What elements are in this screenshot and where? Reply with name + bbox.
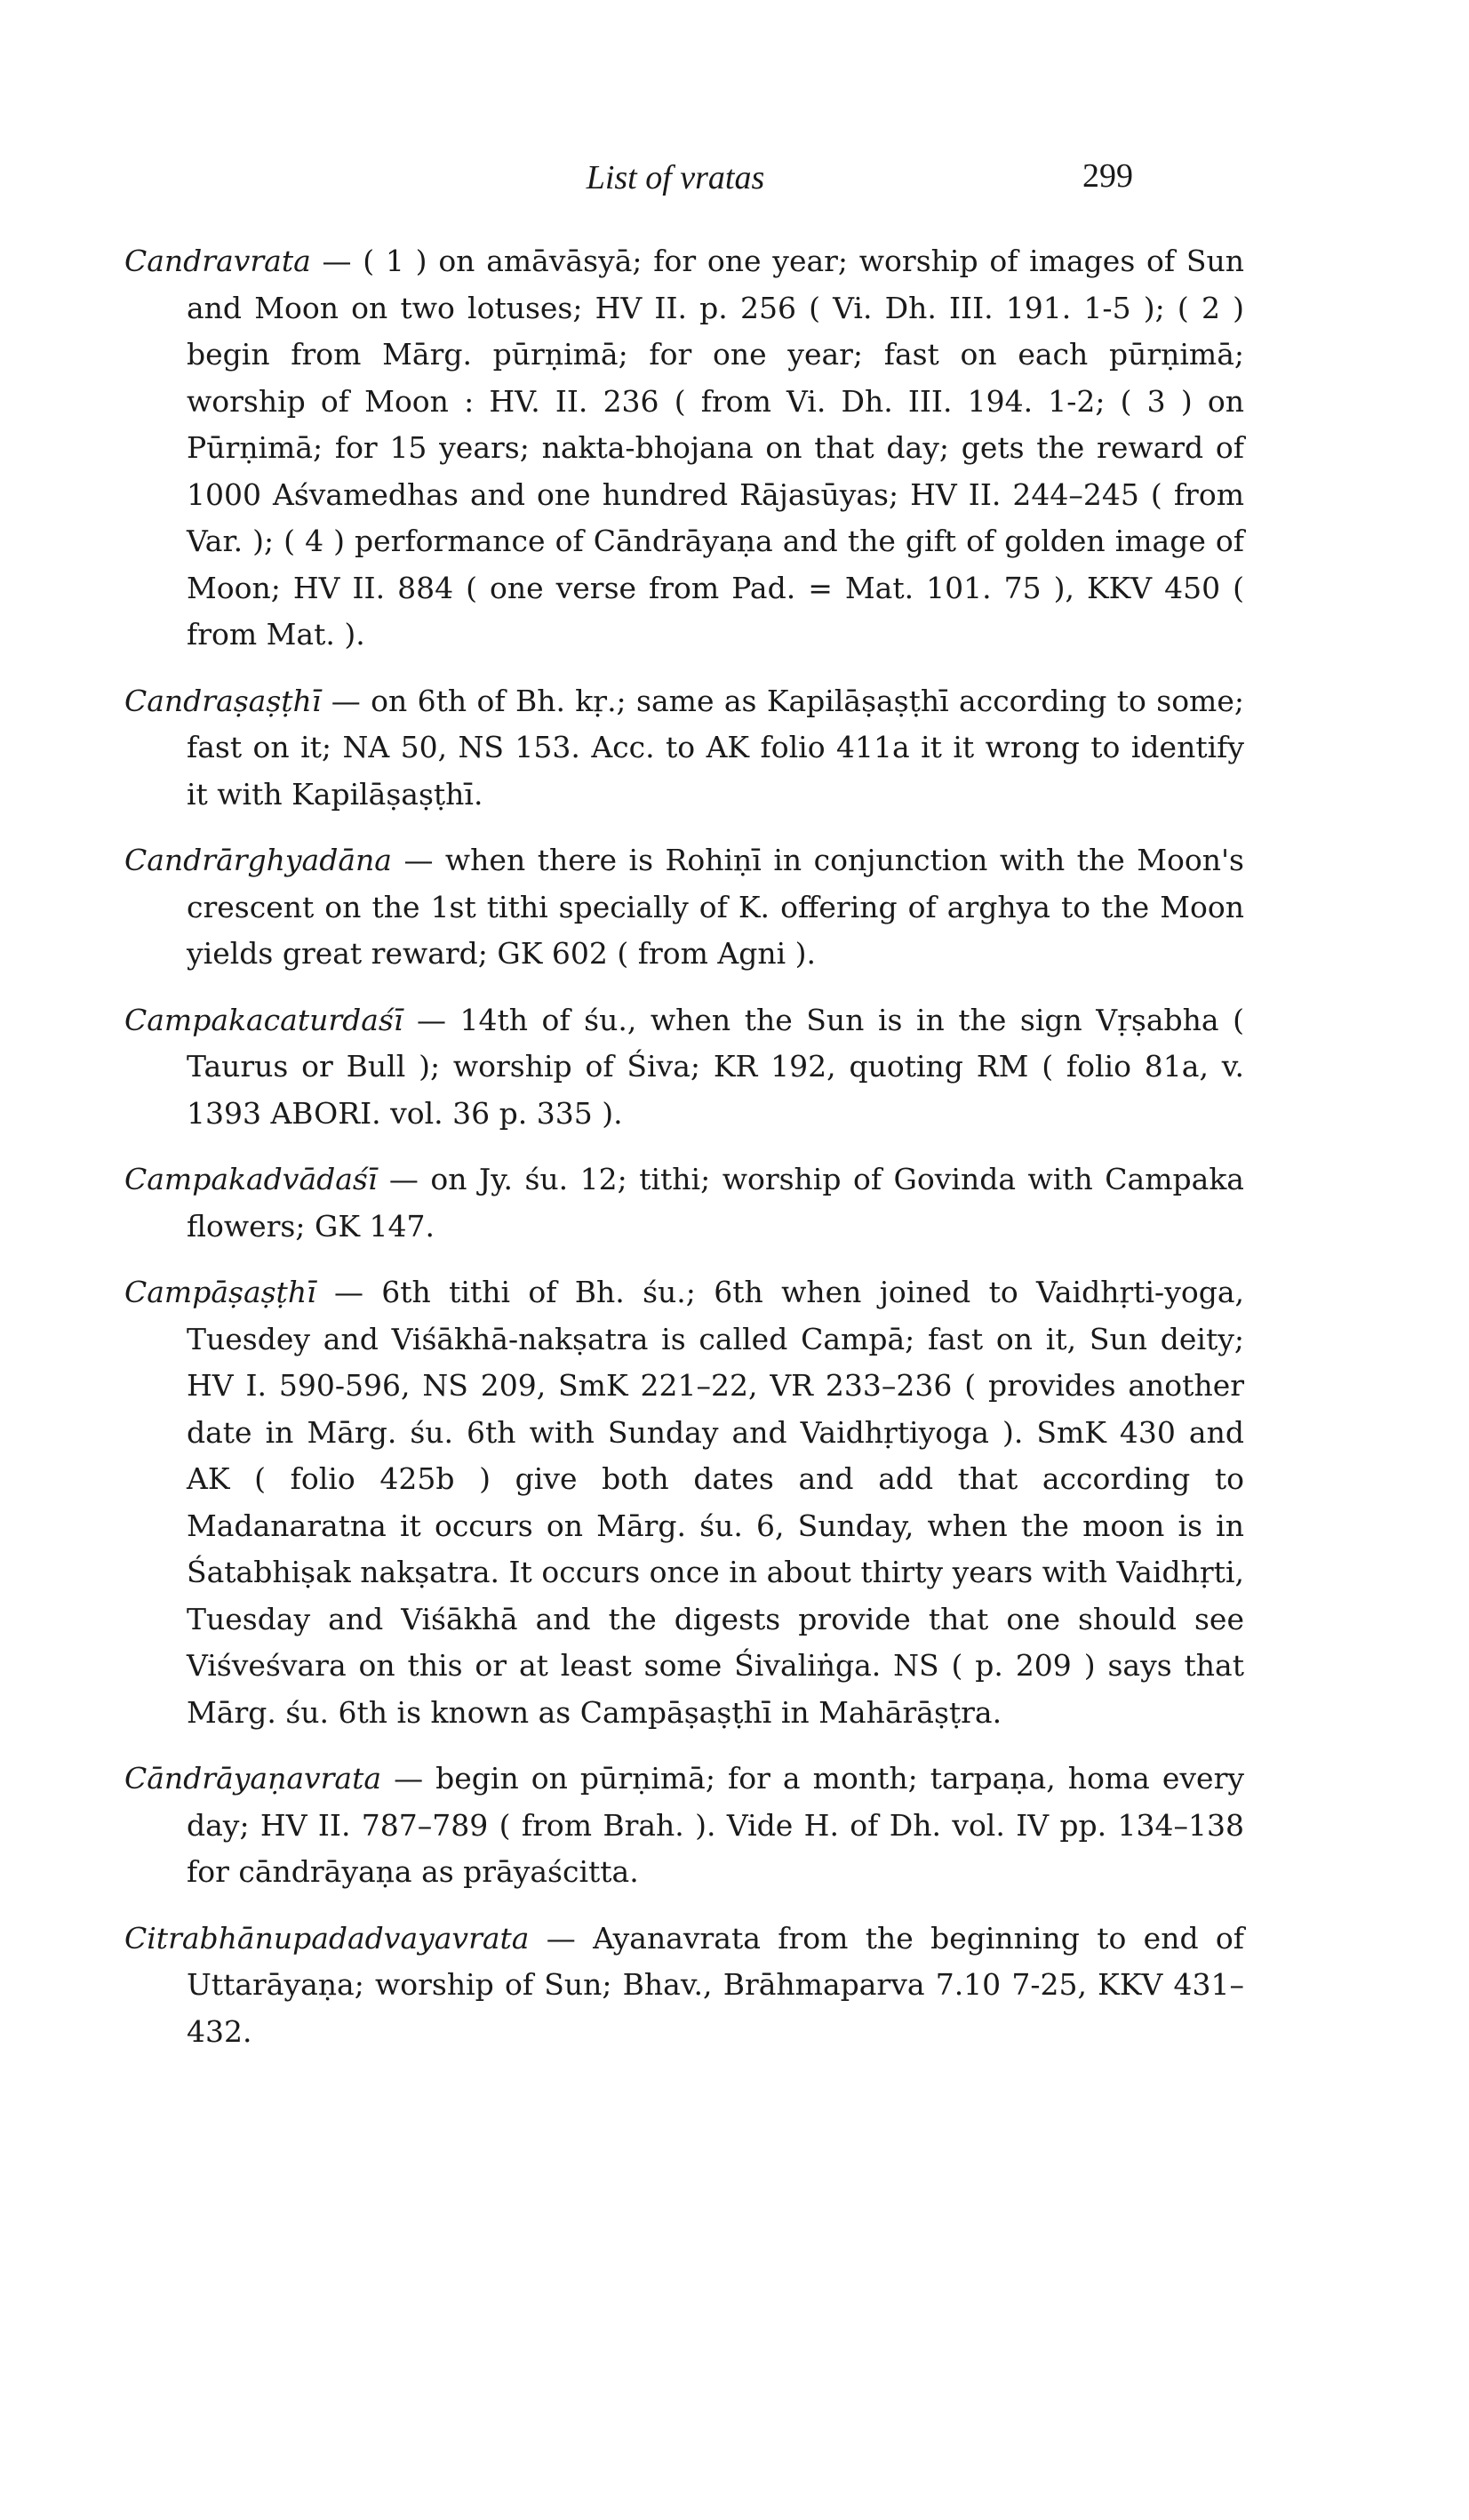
entry-headword: Campāṣaṣṭhī	[124, 1275, 316, 1309]
entry-headword: Campakadvādaśī	[124, 1162, 378, 1196]
running-title: List of vratas	[586, 159, 765, 196]
entry-text: — when there is Rohiṇī in conjunction with the Moon's crescent on the 1st tithi specially of K. offering of arghya to the Moon yields great reward; GK 602 ( from Agni ).	[187, 843, 1244, 971]
entry-headword: Citrabhānupadadvayavrata	[124, 1920, 530, 1956]
entry-text: — begin on pūrṇimā; for a month; tarpaṇa, homa every day; HV II. 787–789 ( from Brah. ). Vide H. of Dh. vol. IV pp. 134–138 for cāndrāyaṇa as prāyaścitta.	[187, 1761, 1244, 1889]
entry-text: — ( 1 ) on amāvāsyā; for one year; worship of images of Sun and Moon on two lotuses; HV II. p. 256 ( Vi. Dh. III. 191. 1-5 ); ( 2 ) begin from Mārg. pūrṇimā; for one year; fast on each pūrṇimā; worship of Moon : HV. II. 236 ( from Vi. Dh. III. 194. 1-2; ( 3 ) on Pūrṇimā; for 15 years; nakta-bhojana on that day; gets the reward of 1000 Aśvamedhas and one hundred Rājasūyas; HV II. 244–245 ( from Var. ); ( 4 ) performance of Cāndrāyaṇa and the gift of golden image of Moon; HV II. 884 ( one verse from Pad. = Mat. 101. 75 ), KKV 450 ( from Mat. ).	[187, 244, 1244, 652]
entry-text: — on 6th of Bh. kṛ.; same as Kapilāṣaṣṭhī according to some; fast on it; NA 50, NS 153. Acc. to AK folio 411a it it wrong to identify it with Kapilāṣaṣṭhī.	[187, 683, 1244, 812]
entry-candrayanavrata	[124, 1756, 1244, 1896]
entry-headword: Candraṣaṣṭhī	[124, 683, 322, 718]
entry-citrabhanupadadvayavrata	[124, 1916, 1244, 2056]
entry-headword: Cāndrāyaṇavrata	[124, 1761, 382, 1796]
entry-headword: Campakacaturdaśī	[124, 1002, 403, 1037]
entry-text: — 14th of śu., when the Sun is in the sign Vṛṣabha ( Taurus or Bull ); worship of Śiva; KR 192, quoting RM ( folio 81a, v. 1393 ABORI. vol. 36 p. 335 ).	[187, 1002, 1244, 1131]
entry-campasasthi	[124, 1269, 1244, 1736]
entry-candravrata	[124, 238, 1244, 659]
entry-text: — 6th tithi of Bh. śu.; 6th when joined to Vaidhṛti-yoga, Tuesdey and Viśākhā-nakṣatra is called Campā; fast on it, Sun deity; HV I. 590-596, NS 209, SmK 221–22, VR 233–236 ( provides another date in Mārg. śu. 6th with Sunday and Vaidhṛtiyoga ). SmK 430 and AK ( folio 425b ) give both dates and add that according to Madanaratna it occurs on Mārg. śu. 6, Sunday, when the moon is in Śatabhiṣak nakṣatra. It occurs once in about thirty years with Vaidhṛti, Tuesday and Viśākhā and the digests provide that one should see Viśveśvara on this or at least some Śivaliṅga. NS ( p. 209 ) says that Mārg. śu. 6th is known as Campāṣaṣṭhī in Mahārāṣṭra.	[187, 1275, 1244, 1730]
vrata-entries	[124, 238, 1244, 2075]
page-number: 299	[1082, 157, 1133, 195]
entry-candrasasthi	[124, 678, 1244, 819]
entry-candrarghyadana	[124, 837, 1244, 978]
entry-campakadvadasi	[124, 1156, 1244, 1250]
entry-text: — on Jy. śu. 12; tithi; worship of Govinda with Campaka flowers; GK 147.	[187, 1162, 1244, 1244]
entry-headword: Candrārghyadāna	[124, 843, 392, 877]
entry-headword: Candravrata	[124, 244, 311, 278]
entry-campakacaturdasi	[124, 997, 1244, 1138]
entry-text: — Ayanavrata from the beginning to end of Uttarāyaṇa; worship of Sun; Bhav., Brāhmaparva 7.10 7-25, KKV 431–432.	[187, 1920, 1244, 2049]
